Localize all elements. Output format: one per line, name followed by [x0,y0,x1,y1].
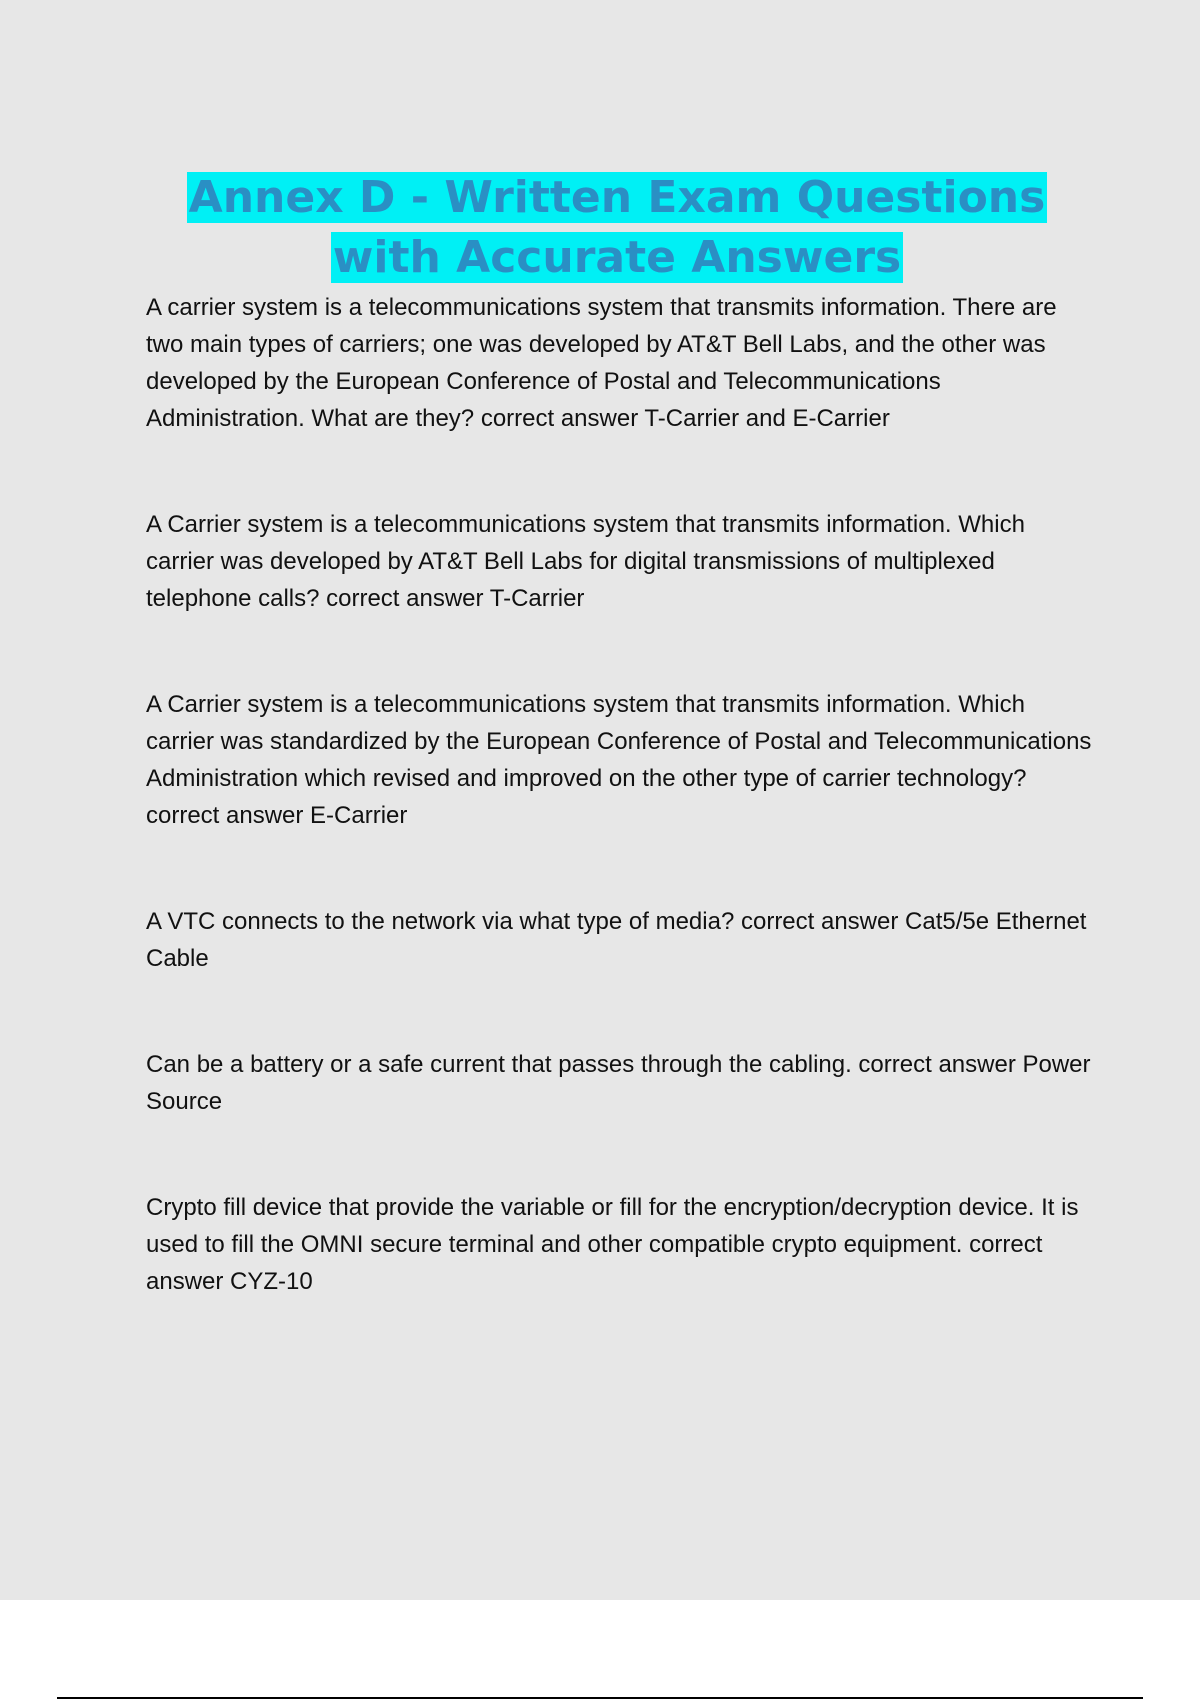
qa-entry-2: A Carrier system is a telecommunications system that transmits information. Which carrier was developed by AT&T Bell Labs for digital transmissions of multiplexed telephone calls? correct answer T-Carrier [146,511,1025,612]
qa-entry-6: Crypto fill device that provide the variable or fill for the encryption/decryption device. It is used to fill the OMNI secure terminal and other compatible crypto equipment. correct answer CYZ-10 [146,1194,1079,1295]
qa-entry-5: Can be a battery or a safe current that passes through the cabling. correct answer Power Source [146,1051,1091,1115]
qa-entry-1: A carrier system is a telecommunications system that transmits information. There are two main types of carriers; one was developed by AT&T Bell Labs, and the other was developed by the European Conference of Postal and Telecommunications Administration. What are they? correct answer T-Carrier and E-Carrier [146,294,1057,432]
qa-entry-3: A Carrier system is a telecommunications system that transmits information. Which carrier was standardized by the European Conference of Postal and Telecommunications Administration which revised and improved on the other type of carrier technology? correct answer E-Carrier [146,691,1092,829]
footer-divider [57,1697,1143,1699]
qa-list [146,289,1096,1300]
title-highlight: Annex D - Written Exam Questions with Accurate Answers [188,172,1046,283]
qa-entry-4: A VTC connects to the network via what type of media? correct answer Cat5/5e Ethernet Cable [146,908,1087,972]
document-title [146,168,1088,288]
